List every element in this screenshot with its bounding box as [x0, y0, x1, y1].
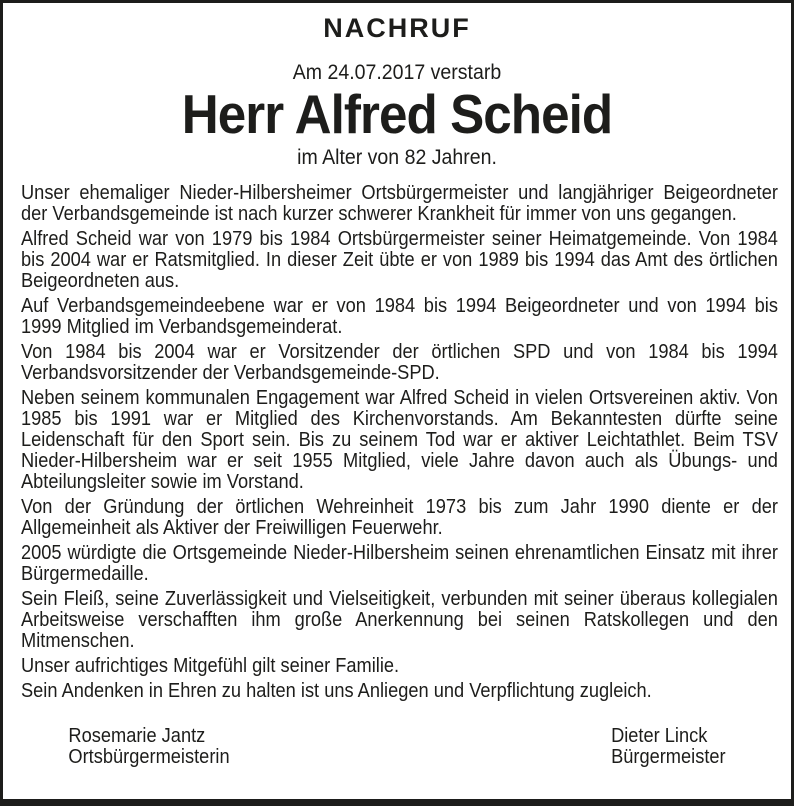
signature-row	[21, 726, 778, 770]
signer-name: Rosemarie Jantz	[68, 725, 206, 747]
obituary-paragraph: Alfred Scheid war von 1979 bis 1984 Ortsbürgermeister seiner Heimatgemeinde. Von 1984 bis 2004 war er Ratsmitglied. In dieser Zeit übte er von 1989 bis 1994 das Amt des örtlichen Beigeordneten aus.	[21, 228, 778, 292]
death-date-line: Am 24.07.2017 verstarb	[292, 61, 502, 84]
obituary-paragraph: Sein Andenken in Ehren zu halten ist uns Anliegen und Verpflichtung zugleich.	[21, 680, 652, 702]
signer-name: Dieter Linck	[611, 725, 708, 747]
obituary-paragraph: Unser aufrichtiges Mitgefühl gilt seiner Familie.	[21, 655, 400, 677]
obituary-paragraph: Sein Fleiß, seine Zuverlässigkeit und Vielseitigkeit, verbunden mit seiner überaus kollegialen Arbeitsweise verschafften ihm große Anerkennung bei seinen Ratskollegen und den Mitmenschen.	[21, 588, 778, 652]
obituary-content	[3, 183, 791, 770]
obituary-paragraph: 2005 würdigte die Ortsgemeinde Nieder-Hilbersheim seinen ehrenamtlichen Einsatz mit ihrer Bürgermedaille.	[21, 542, 778, 585]
obituary-body	[21, 183, 778, 702]
age-line: im Alter von 82 Jahren.	[297, 146, 497, 169]
signature-right	[611, 726, 726, 768]
notice-type-heading: NACHRUF	[323, 13, 471, 43]
signature-left	[68, 726, 229, 768]
obituary-paragraph: Neben seinem kommunalen Engagement war Alfred Scheid in vielen Ortsvereinen aktiv. Von 1985 bis 1991 war er Mitglied des Kirchenvorstands. Am Bekanntesten dürfte seine Leidenschaft für den Sport sein. Bis zu seinem Tod war er aktiver Leichtathlet. Beim TSV Nieder-Hilbersheim war er seit 1955 Mitglied, viele Jahre davon auch als Übungs- und Abteilungsleiter sowie im Vorstand.	[21, 387, 778, 493]
signer-role: Ortsbürgermeisterin	[68, 746, 230, 768]
obituary-paragraph: Auf Verbandsgemeindeebene war er von 1984 bis 1994 Beigeordneter und von 1994 bis 1999 Mitglied im Verbandsgemeinderat.	[21, 295, 778, 338]
obituary-paragraph: Unser ehemaliger Nieder-Hilbersheimer Ortsbürgermeister und langjähriger Beigeordneter der Verbandsgemeinde ist nach kurzer schwerer Krankheit für immer von uns gegangen.	[21, 182, 778, 225]
obituary-paragraph: Von der Gründung der örtlichen Wehreinheit 1973 bis zum Jahr 1990 diente er der Allgemeinheit als Aktiver der Freiwilligen Feuerwehr.	[21, 496, 778, 539]
deceased-name: Herr Alfred Scheid	[181, 83, 613, 145]
signer-role: Bürgermeister	[611, 746, 726, 768]
obituary-paragraph: Von 1984 bis 2004 war er Vorsitzender der örtlichen SPD und von 1984 bis 1994 Verbandsvorsitzender der Verbandsgemeinde-SPD.	[21, 341, 778, 384]
obituary-header	[3, 13, 791, 170]
